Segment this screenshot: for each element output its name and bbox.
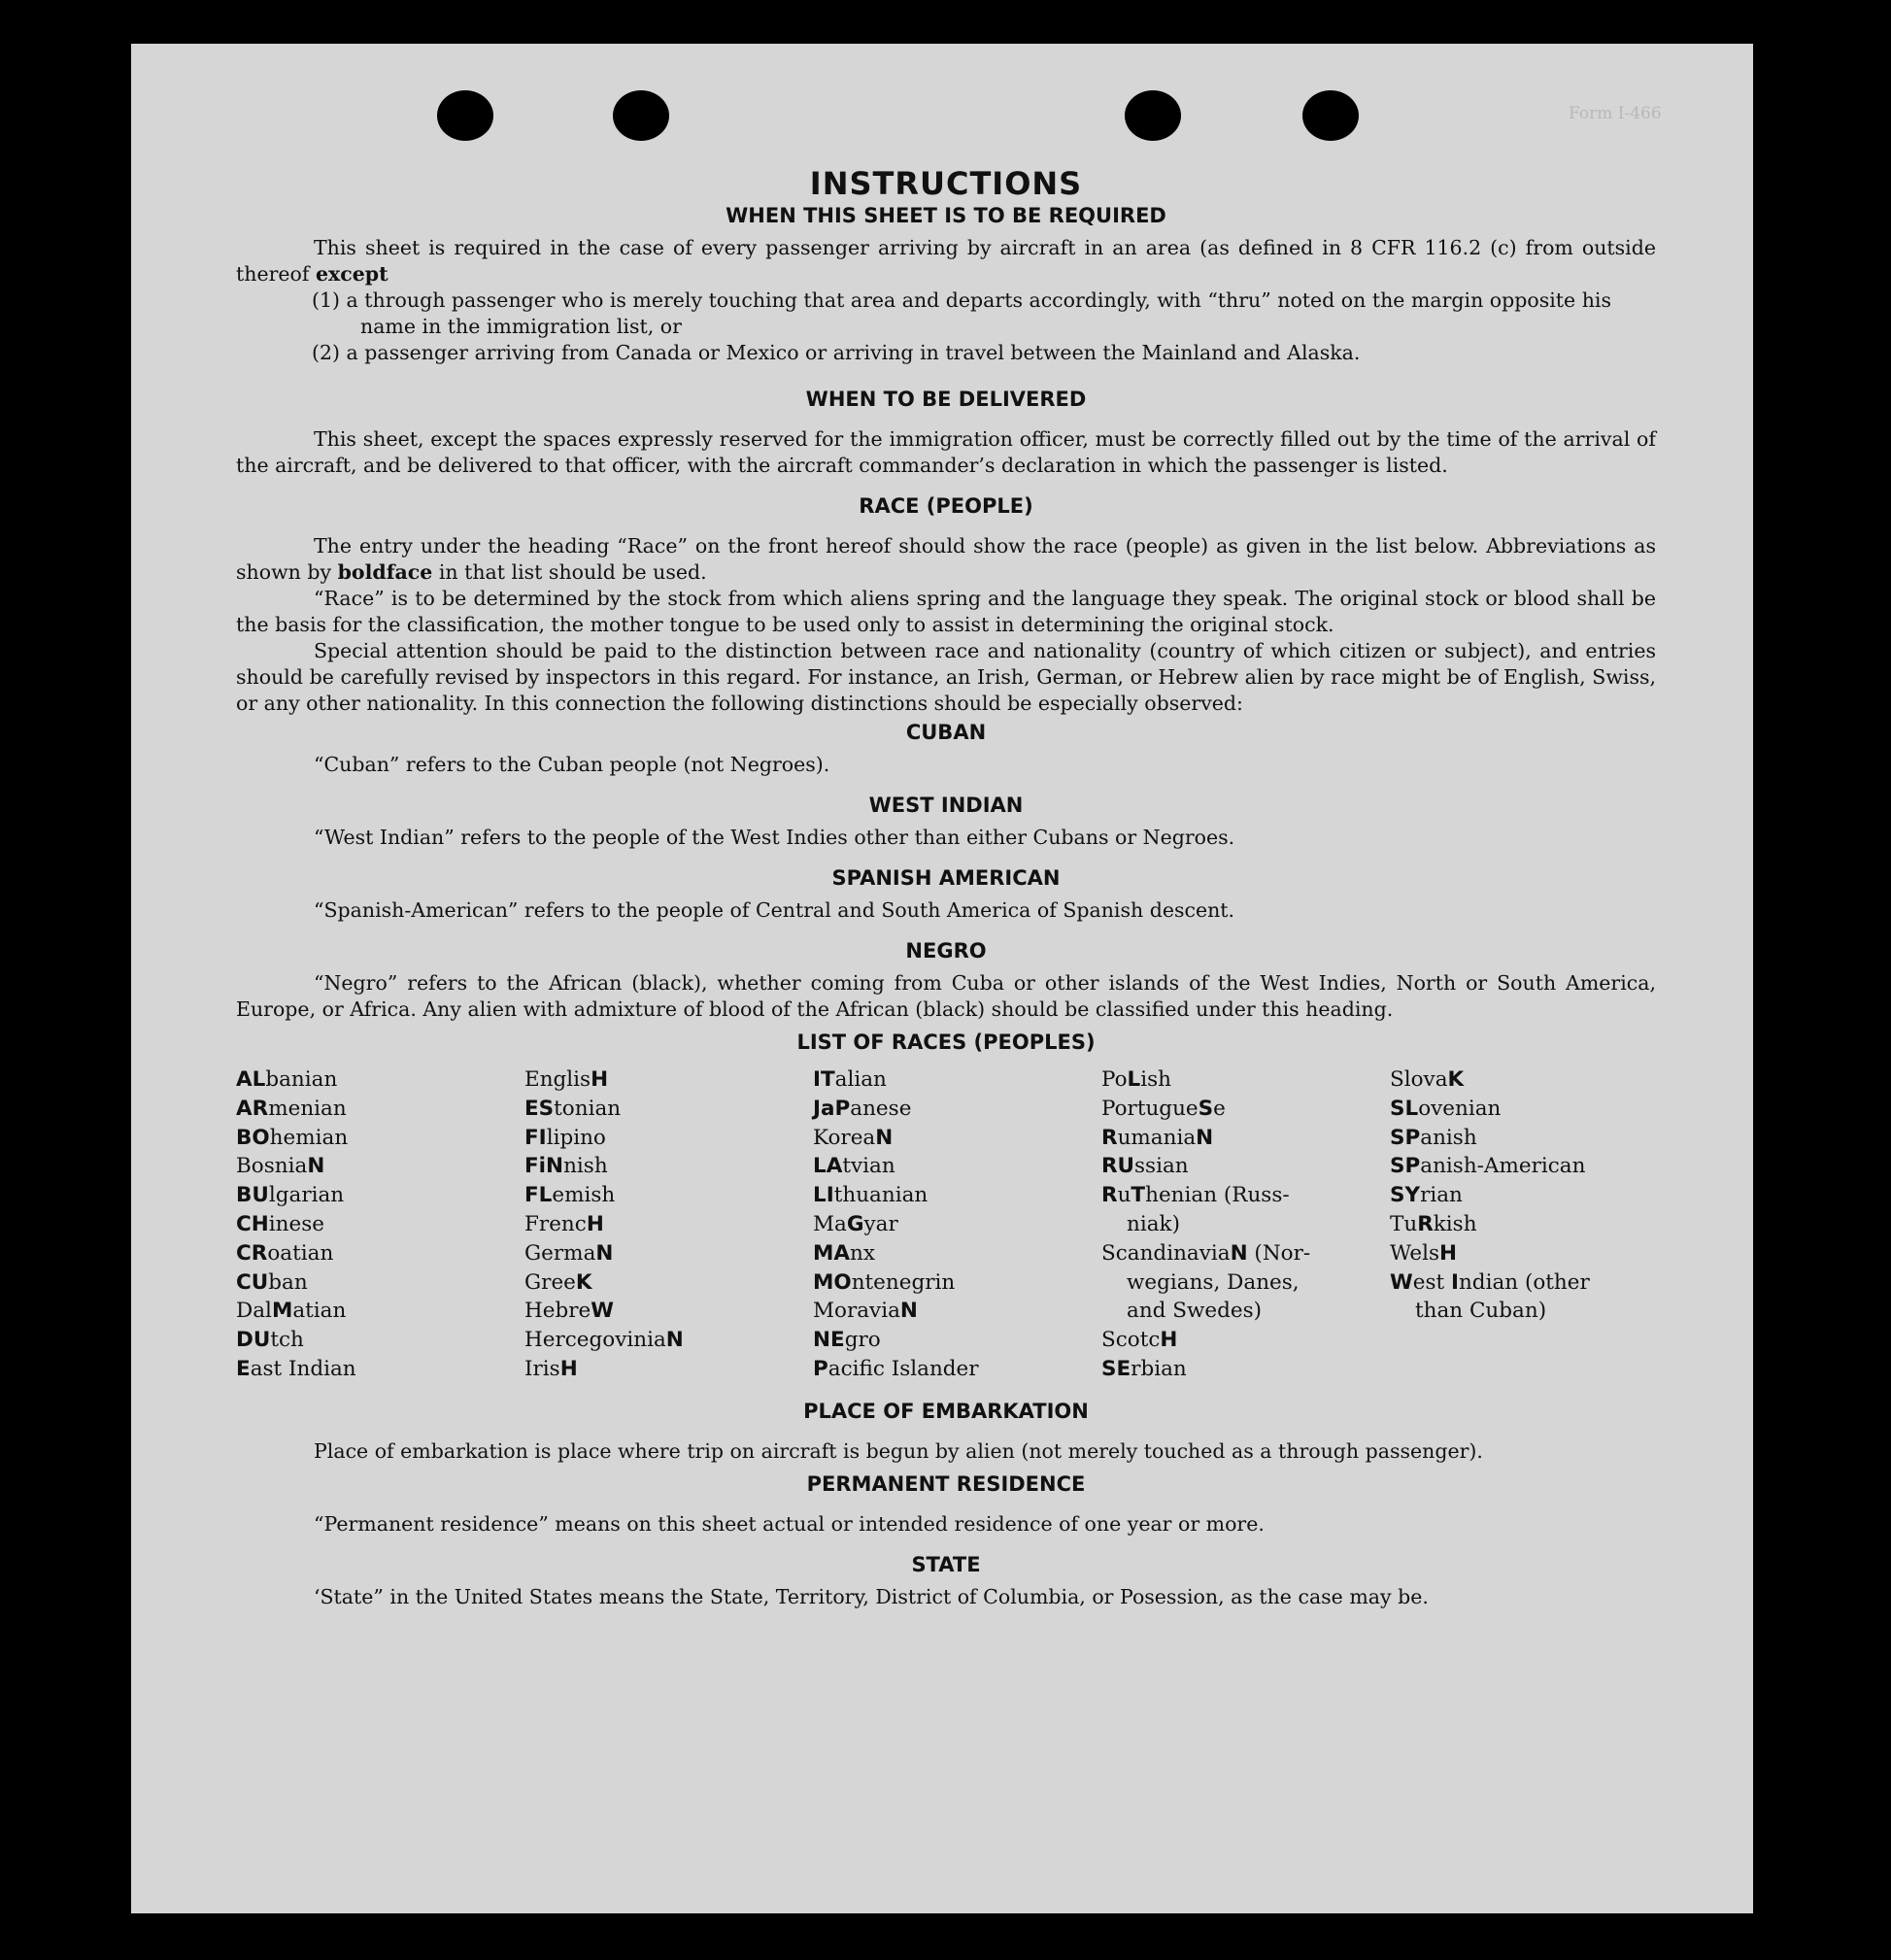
race-entry: SYrian: [1390, 1183, 1463, 1208]
list-item: (1) a through passenger who is merely touching that area and departs accordingly, with “thru” noted on the margin opposite his name in the immigration list, or: [312, 288, 1611, 338]
race-entry: CHinese: [236, 1211, 324, 1236]
section-heading-embarkation: PLACE OF EMBARKATION: [803, 1399, 1089, 1423]
race-entry: BUlgarian: [236, 1183, 345, 1208]
page-title: INSTRUCTIONS: [809, 165, 1083, 202]
race-column: [1390, 1065, 1656, 1384]
race-entry: MAnx: [813, 1240, 876, 1266]
race-entry: CUban: [236, 1269, 308, 1295]
paragraph: Place of embarkation is place where trip on aircraft is begun by alien (not merely touched as a through passenger).: [314, 1438, 1483, 1463]
race-entry: SPanish-American: [1390, 1154, 1586, 1179]
paragraph: This sheet, except the spaces expressly reserved for the immigration officer, must be correctly filled out by the time of the arrival of the aircraft, and be delivered to that officer, with the aircraft commander’s declaration in which the passenger is listed.: [236, 427, 1656, 477]
section-heading-spanish-american: SPANISH AMERICAN: [831, 866, 1061, 890]
punch-hole: [613, 90, 669, 141]
race-entry: Pacific Islander: [813, 1356, 979, 1381]
race-entry: SlovaK: [1390, 1067, 1465, 1092]
instructions-body: [236, 165, 1656, 1610]
race-entry: ARmenian: [236, 1096, 347, 1121]
punch-hole: [437, 90, 493, 141]
race-entry: MoraviaN: [813, 1299, 918, 1324]
race-column: [813, 1065, 1101, 1384]
race-entry: niak): [1127, 1211, 1180, 1236]
paragraph: “Negro” refers to the African (black), whether coming from Cuba or other islands of the West Indies, North or South America, Europe, or Africa. Any alien with admixture of blood of the African (black) should be classified under this heading.: [236, 971, 1656, 1021]
race-entry: FLemish: [524, 1183, 616, 1208]
race-entry: PoLish: [1101, 1067, 1172, 1092]
race-entry: and Swedes): [1127, 1299, 1263, 1324]
race-entry: wegians, Danes,: [1127, 1269, 1300, 1295]
race-entry: ScotcH: [1101, 1328, 1178, 1353]
section-heading-delivered: WHEN TO BE DELIVERED: [805, 388, 1087, 411]
paragraph: “Spanish-American” refers to the people of Central and South America of Spanish descent.: [314, 898, 1235, 922]
paragraph: “West Indian” refers to the people of the West Indies other than either Cubans or Negroes.: [314, 826, 1235, 849]
section-heading-list-of-races: LIST OF RACES (PEOPLES): [796, 1031, 1096, 1054]
race-entry: RumaniaN: [1101, 1125, 1214, 1150]
show-through-form-number: Form I-466: [1569, 104, 1662, 123]
race-entry: CRoatian: [236, 1240, 334, 1266]
race-entry: HercegoviniaN: [524, 1328, 684, 1353]
race-entry: FrencH: [524, 1211, 604, 1236]
race-entry: NEgro: [813, 1328, 881, 1353]
race-entry: PortugueSe: [1101, 1096, 1226, 1121]
race-entry: SErbian: [1101, 1356, 1187, 1381]
paragraph: This sheet is required in the case of every passenger arriving by aircraft in an area (as defined in 8 CFR 116.2 (c) from outside thereof except: [236, 236, 1656, 286]
race-entry: JaPanese: [813, 1096, 912, 1121]
race-entry: than Cuban): [1415, 1299, 1547, 1324]
race-entry: ALbanian: [236, 1067, 338, 1092]
section-heading-west-indian: WEST INDIAN: [868, 794, 1024, 817]
document-page: [131, 44, 1753, 1913]
race-entry: West Indian (other: [1390, 1269, 1590, 1295]
race-entry: BOhemian: [236, 1125, 349, 1150]
section-heading-residence: PERMANENT RESIDENCE: [806, 1471, 1086, 1496]
race-entry: FIlipino: [524, 1125, 606, 1150]
race-list: [236, 1065, 1656, 1384]
race-entry: SLovenian: [1390, 1096, 1502, 1121]
section-heading-cuban: CUBAN: [905, 721, 987, 744]
race-entry: MaGyar: [813, 1211, 898, 1236]
race-entry: EStonian: [524, 1096, 622, 1121]
section-heading-negro: NEGRO: [905, 939, 987, 963]
race-entry: East Indian: [236, 1356, 356, 1381]
paragraph: “Race” is to be determined by the stock from which aliens spring and the language they speak. The original stock or blood shall be the basis for the classification, the mother tongue to be used only to assist in determining the original stock.: [236, 587, 1656, 636]
race-entry: DalMatian: [236, 1299, 347, 1324]
race-entry: FiNnish: [524, 1154, 608, 1179]
race-entry: SPanish: [1390, 1125, 1477, 1150]
race-entry: MOntenegrin: [813, 1269, 956, 1295]
paragraph: ‘State” in the United States means the State, Territory, District of Columbia, or Posession, as the case may be.: [314, 1584, 1429, 1608]
race-entry: ScandinaviaN (Nor-: [1101, 1240, 1311, 1266]
race-entry: RuThenian (Russ-: [1101, 1183, 1290, 1208]
punch-hole: [1302, 90, 1359, 141]
section-heading-race: RACE (PEOPLE): [859, 494, 1033, 518]
section-heading-state: STATE: [911, 1552, 981, 1576]
race-column: [1101, 1065, 1390, 1384]
paragraph: “Permanent residence” means on this sheet actual or intended residence of one year or more.: [314, 1511, 1265, 1536]
list-item: (2) a passenger arriving from Canada or Mexico or arriving in travel between the Mainland and Alaska.: [312, 341, 1361, 364]
race-column: [524, 1065, 813, 1384]
punch-hole: [1125, 90, 1181, 141]
race-entry: WelsH: [1390, 1240, 1457, 1266]
race-entry: KoreaN: [813, 1125, 894, 1150]
race-entry: IrisH: [524, 1356, 578, 1381]
race-entry: EnglisH: [524, 1067, 609, 1092]
race-entry: LAtvian: [813, 1154, 895, 1179]
race-entry: HebreW: [524, 1299, 614, 1324]
race-entry: TuRkish: [1390, 1211, 1477, 1236]
paragraph: The entry under the heading “Race” on the front hereof should show the race (people) as given in the list below. Abbreviations as shown by boldface in that list should be used.: [236, 534, 1656, 584]
race-entry: BosniaN: [236, 1154, 325, 1179]
race-entry: LIthuanian: [813, 1183, 929, 1208]
race-entry: GermaN: [524, 1240, 614, 1266]
race-column: [236, 1065, 524, 1384]
race-entry: ITalian: [813, 1067, 887, 1092]
race-entry: GreeK: [524, 1269, 592, 1295]
race-entry: RUssian: [1101, 1154, 1189, 1179]
paragraph: “Cuban” refers to the Cuban people (not Negroes).: [314, 753, 830, 776]
paragraph: Special attention should be paid to the distinction between race and nationality (country of which citizen or subject), and entries should be carefully revised by inspectors in this regard. For instance, an Irish, German, or Hebrew alien by race might be of English, Swiss, or any other nationality. In this connection the following distinctions should be especially observed:: [236, 639, 1656, 715]
race-entry: DUtch: [236, 1328, 304, 1353]
section-heading-required: WHEN THIS SHEET IS TO BE REQUIRED: [726, 204, 1166, 227]
